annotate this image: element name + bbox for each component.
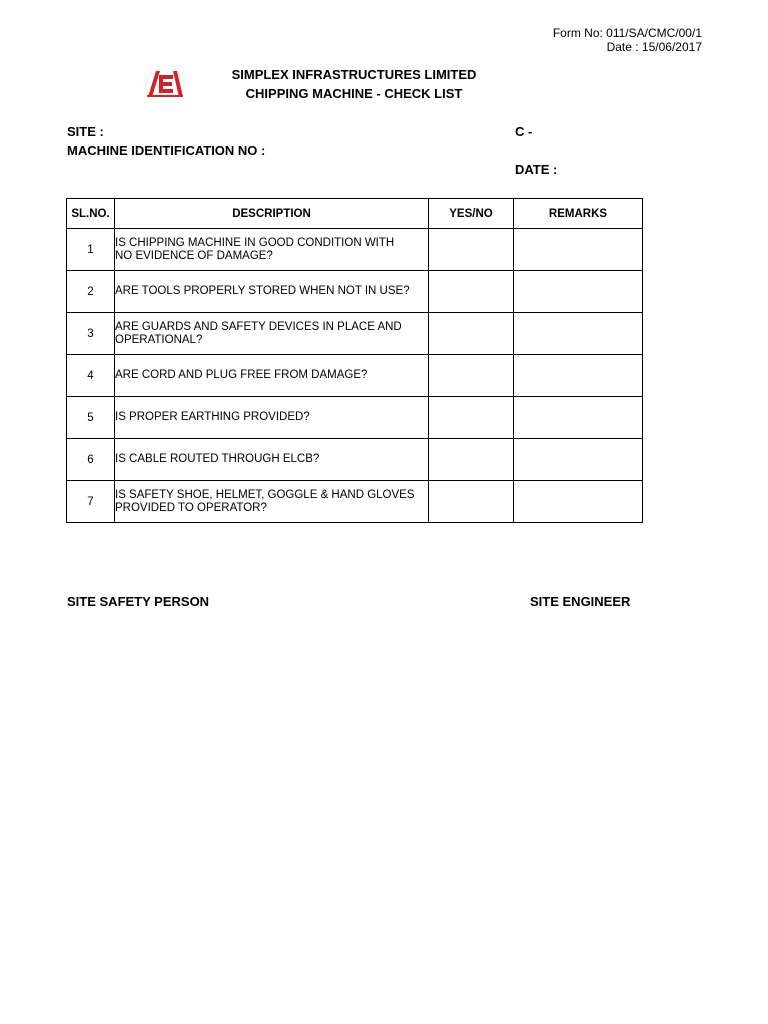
row-sl: 7 <box>67 481 115 523</box>
desc-line: IS CHIPPING MACHINE IN GOOD CONDITION WITH <box>115 236 395 249</box>
row-description <box>115 439 429 481</box>
desc-line: NO EVIDENCE OF DAMAGE? <box>115 249 273 262</box>
table-row <box>67 313 643 355</box>
row-description <box>115 481 429 523</box>
table-row <box>67 229 643 271</box>
desc-line: OPERATIONAL? <box>115 333 203 346</box>
table-row <box>67 355 643 397</box>
col-header-sl: SL.NO. <box>67 199 115 229</box>
row-yes-no-cell[interactable] <box>429 481 514 523</box>
simplex-logo-icon <box>146 69 184 99</box>
desc-line: ARE CORD AND PLUG FREE FROM DAMAGE? <box>115 369 368 381</box>
c-label: C - <box>515 124 533 139</box>
row-yes-no-cell[interactable] <box>429 313 514 355</box>
checklist-table <box>66 198 643 523</box>
col-header-remarks: REMARKS <box>514 199 643 229</box>
row-sl: 2 <box>67 271 115 313</box>
col-header-description: DESCRIPTION <box>115 199 429 229</box>
row-yes-no-cell[interactable] <box>429 355 514 397</box>
desc-line: IS CABLE ROUTED THROUGH ELCB? <box>115 453 320 465</box>
row-yes-no-cell[interactable] <box>429 439 514 481</box>
desc-line: IS SAFETY SHOE, HELMET, GOGGLE & HAND GLOVES <box>115 488 415 501</box>
row-sl: 5 <box>67 397 115 439</box>
form-number: Form No: 011/SA/CMC/00/1 <box>552 26 702 40</box>
row-remarks-cell[interactable] <box>514 397 643 439</box>
row-description <box>115 271 429 313</box>
company-name: SIMPLEX INFRASTRUCTURES LIMITED <box>231 67 477 82</box>
row-remarks-cell[interactable] <box>514 481 643 523</box>
page-title: CHIPPING MACHINE - CHECK LIST <box>245 86 463 101</box>
row-description <box>115 397 429 439</box>
row-yes-no-cell[interactable] <box>429 397 514 439</box>
row-description <box>115 355 429 397</box>
site-engineer-signature: SITE ENGINEER <box>530 594 631 609</box>
desc-line: IS PROPER EARTHING PROVIDED? <box>115 411 310 423</box>
table-row <box>67 439 643 481</box>
desc-line: PROVIDED TO OPERATOR? <box>115 501 267 514</box>
row-description <box>115 229 429 271</box>
form-meta <box>553 26 702 54</box>
row-yes-no-cell[interactable] <box>429 271 514 313</box>
row-description <box>115 313 429 355</box>
table-header-row <box>67 199 643 229</box>
row-remarks-cell[interactable] <box>514 271 643 313</box>
row-remarks-cell[interactable] <box>514 355 643 397</box>
row-sl: 3 <box>67 313 115 355</box>
row-sl: 4 <box>67 355 115 397</box>
machine-id-label: MACHINE IDENTIFICATION NO : <box>67 143 266 158</box>
date-label: DATE : <box>515 162 558 177</box>
desc-line: ARE GUARDS AND SAFETY DEVICES IN PLACE AND <box>115 320 402 333</box>
row-remarks-cell[interactable] <box>514 229 643 271</box>
site-safety-person-signature: SITE SAFETY PERSON <box>67 594 210 609</box>
col-header-yes-no: YES/NO <box>429 199 514 229</box>
table-row <box>67 481 643 523</box>
row-sl: 6 <box>67 439 115 481</box>
row-sl: 1 <box>67 229 115 271</box>
row-remarks-cell[interactable] <box>514 313 643 355</box>
row-remarks-cell[interactable] <box>514 439 643 481</box>
table-row <box>67 397 643 439</box>
table-row <box>67 271 643 313</box>
row-yes-no-cell[interactable] <box>429 229 514 271</box>
desc-line: ARE TOOLS PROPERLY STORED WHEN NOT IN USE? <box>115 285 410 297</box>
form-date: Date : 15/06/2017 <box>606 40 702 54</box>
site-label: SITE : <box>67 124 104 139</box>
